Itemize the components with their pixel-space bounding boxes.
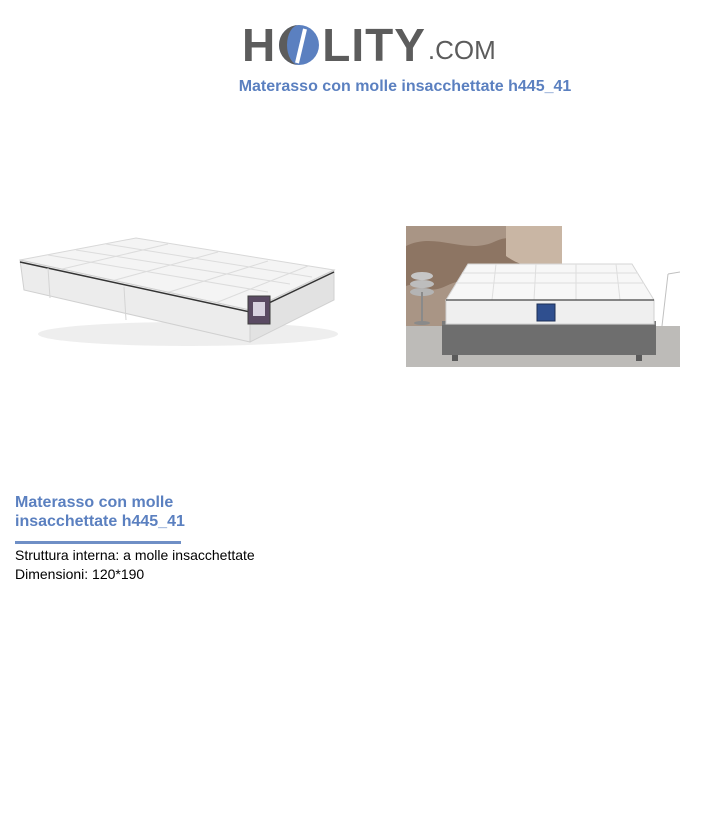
logo-letter-h: H bbox=[242, 19, 277, 71]
brand-logo[interactable] bbox=[242, 10, 496, 71]
logo-suffix: .COM bbox=[427, 35, 496, 65]
mattress-photo bbox=[18, 232, 338, 352]
logo-o-icon bbox=[277, 23, 321, 67]
heading-underline bbox=[15, 541, 181, 544]
logo-letters: LITY bbox=[322, 19, 426, 71]
page-title: Materasso con molle insacchettate h445_41 bbox=[238, 78, 572, 95]
product-heading bbox=[15, 493, 275, 531]
spec-dimensions: Dimensioni: 120*190 bbox=[15, 566, 145, 582]
spec-structure: Struttura interna: a molle insacchettate bbox=[15, 547, 255, 563]
product-heading-line-1: Materasso con molle bbox=[15, 494, 174, 511]
bed-room-photo bbox=[406, 226, 680, 367]
product-heading-line-2: insacchettate h445_41 bbox=[15, 513, 185, 530]
